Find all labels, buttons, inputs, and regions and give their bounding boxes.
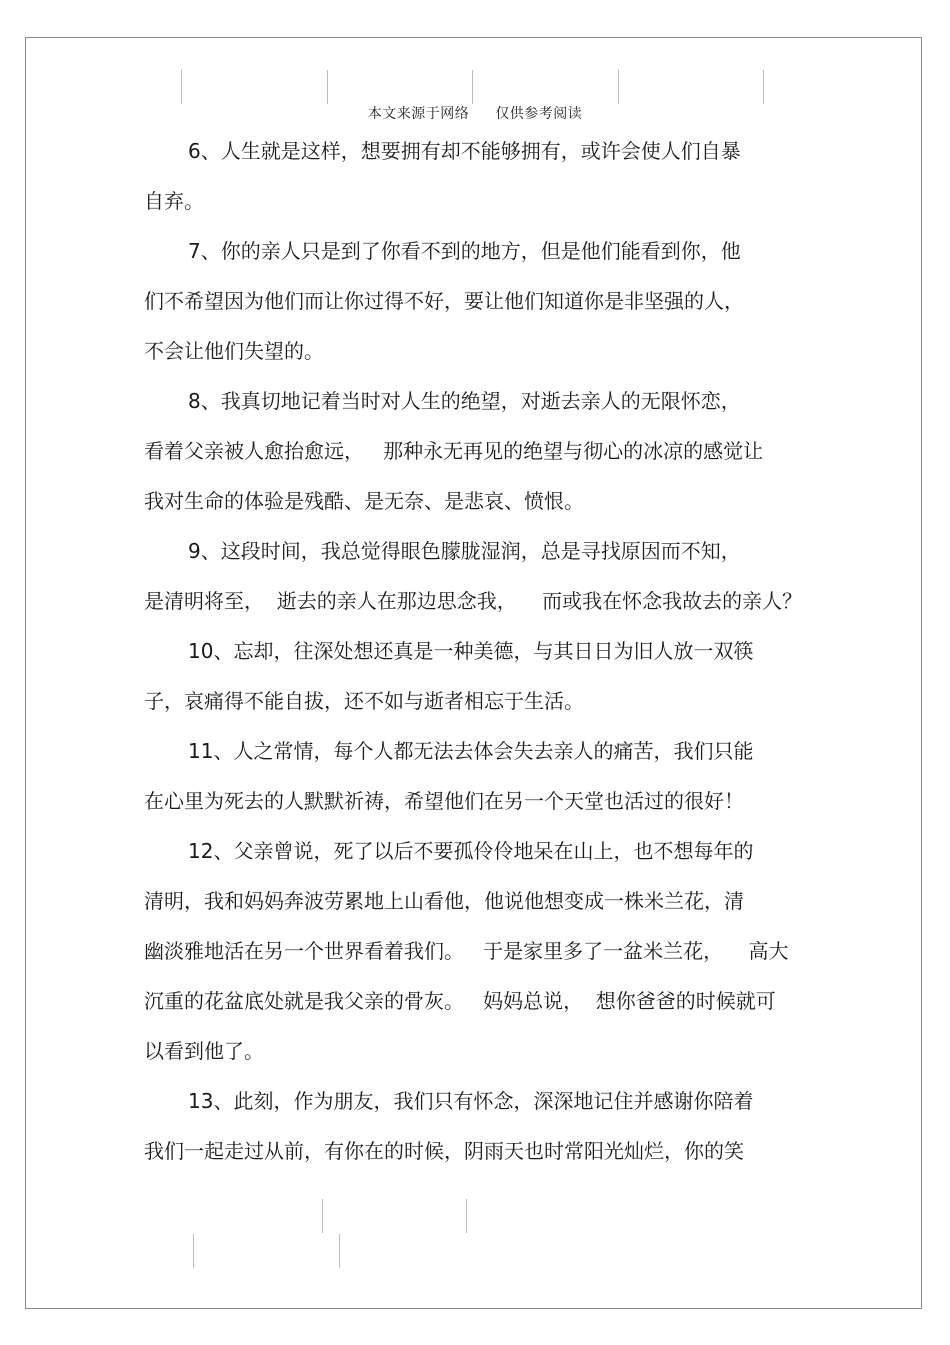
- text-line: 10、忘却，往深处想还真是一种美德，与其日日为旧人放一双筷: [188, 639, 754, 663]
- header-note: [0, 103, 950, 123]
- text-line: 8、我真切地记着当时对人生的绝望，对逝去亲人的无限怀恋，: [188, 389, 741, 413]
- footer-divider: [193, 1234, 194, 1268]
- text-line: 我对生命的体验是残酷、是无奈、是悲哀、愤恨。: [144, 489, 584, 513]
- text-line: 6、人生就是这样，想要拥有却不能够拥有，或许会使人们自暴: [188, 139, 741, 163]
- header-divider: [618, 70, 619, 104]
- text-line: 自弃。: [144, 189, 204, 213]
- text-line: 我们一起走过从前，有你在的时候，阴雨天也时常阳光灿烂，你的笑: [144, 1139, 744, 1163]
- header-divider: [181, 70, 182, 104]
- paragraph-6: [144, 131, 824, 231]
- text-line: 9、这段时间，我总觉得眼色朦胧湿润，总是寻找原因而不知，: [188, 539, 741, 563]
- text-line: 7、你的亲人只是到了你看不到的地方，但是他们能看到你，他: [188, 239, 741, 263]
- text-line: 以看到他了。: [144, 1039, 264, 1063]
- text-line: 看着父亲被人愈抬愈远， 那种永无再见的绝望与彻心的冰凉的感觉让: [144, 439, 764, 463]
- text-line: 沉重的花盆底处就是我父亲的骨灰。 妈妈总说， 想你爸爸的时候就可: [144, 989, 776, 1013]
- paragraph-11: [144, 731, 824, 831]
- paragraph-8: [144, 381, 824, 531]
- text-line: 12、父亲曾说，死了以后不要孤伶伶地呆在山上，也不想每年的: [188, 839, 754, 863]
- text-line: 不会让他们失望的。: [144, 339, 324, 363]
- text-line: 幽淡雅地活在另一个世界看着我们。 于是家里多了一盆米兰花， 高大: [144, 939, 789, 963]
- footer-divider: [322, 1199, 323, 1233]
- footer-divider: [339, 1234, 340, 1268]
- paragraph-10: [144, 631, 824, 731]
- text-line: 们不希望因为他们而让你过得不好，要让他们知道你是非坚强的人，: [144, 289, 744, 313]
- text-line: 11、人之常情，每个人都无法去体会失去亲人的痛苦，我们只能: [188, 739, 754, 763]
- paragraph-13: [144, 1081, 824, 1181]
- paragraph-7: [144, 231, 824, 381]
- text-line: 是清明将至， 逝去的亲人在那边思念我， 而或我在怀念我故去的亲人？: [144, 589, 803, 613]
- paragraph-12: [144, 831, 824, 1081]
- text-line: 子，哀痛得不能自拔，还不如与逝者相忘于生活。: [144, 689, 584, 713]
- header-divider: [472, 70, 473, 104]
- text-line: 清明，我和妈妈奔波劳累地上山看他，他说他想变成一株米兰花，清: [144, 889, 744, 913]
- header-divider: [763, 70, 764, 104]
- header-reference-note: 仅供参考阅读: [495, 106, 583, 122]
- header-divider: [327, 70, 328, 104]
- text-line: 13、此刻，作为朋友，我们只有怀念，深深地记住并感谢你陪着: [188, 1089, 754, 1113]
- footer-divider: [466, 1199, 467, 1233]
- header-source-note: 本文来源于网络: [367, 106, 470, 122]
- document-body: [144, 131, 824, 1181]
- paragraph-9: [144, 531, 824, 631]
- text-line: 在心里为死去的人默默祈祷，希望他们在另一个天堂也活过的很好！: [144, 789, 744, 813]
